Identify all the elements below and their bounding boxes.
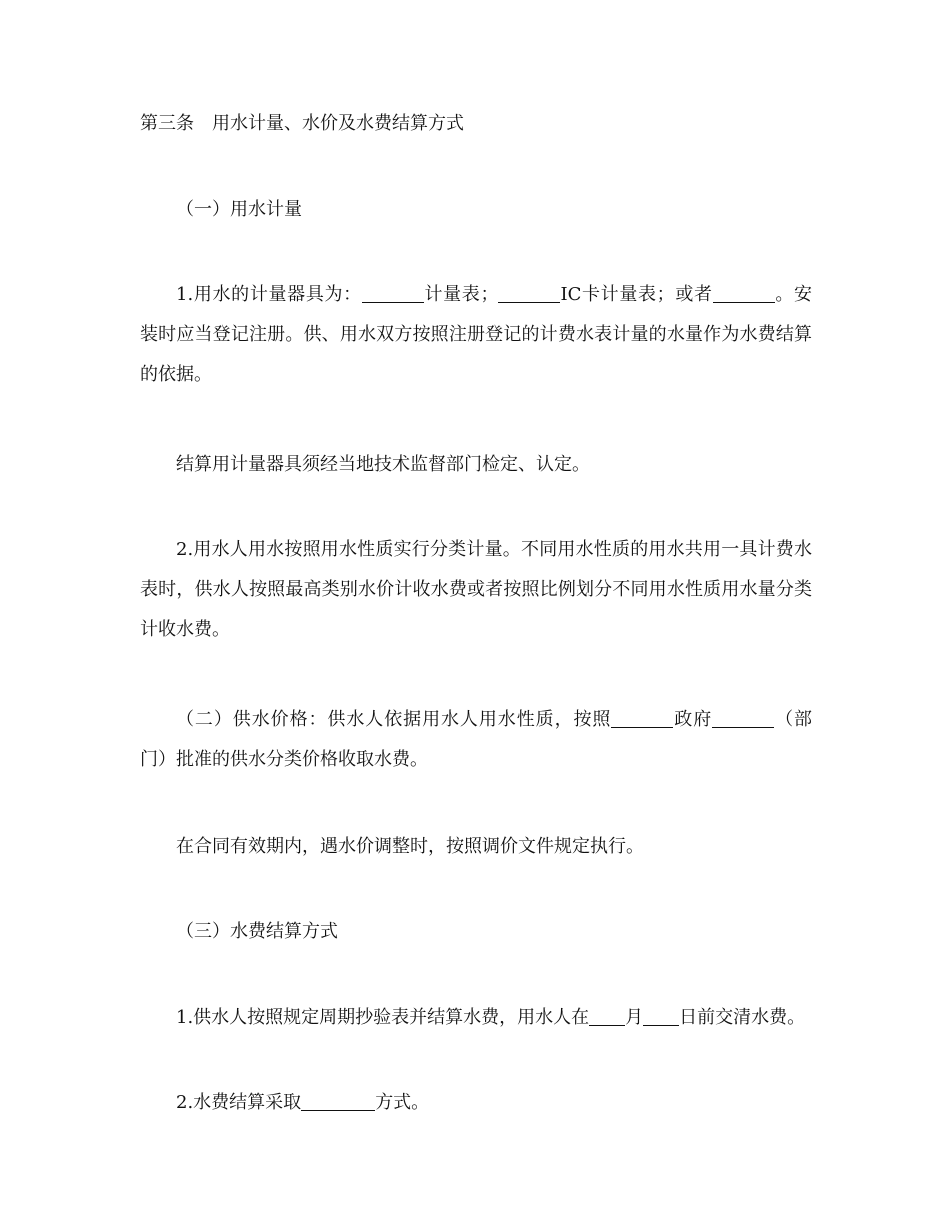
settlement-method-intro: 2.水费结算采取 <box>176 1092 302 1113</box>
month-label: 月 <box>625 1007 644 1028</box>
section-title-settlement-text: （三）水费结算方式 <box>176 921 338 942</box>
price-adjustment-text: 在合同有效期内，遇水价调整时，按照调价文件规定执行。 <box>176 836 644 857</box>
settlement-cycle-intro: 1.供水人按照规定周期抄验表并结算水费，用水人在 <box>176 1007 590 1028</box>
ic-card-label: IC卡计量表；或者 <box>560 284 713 305</box>
blank-field[interactable] <box>712 707 774 728</box>
paragraph-price-adjustment <box>140 827 848 867</box>
blank-field[interactable] <box>643 1005 679 1026</box>
meter-devices-intro: 1.用水的计量器具为： <box>176 284 362 305</box>
blank-field[interactable] <box>362 282 424 303</box>
blank-field[interactable] <box>713 282 775 303</box>
classified-metering-text: 2.用水人用水按照用水性质实行分类计量。不同用水性质的用水共用一具计费水表时，供水人按照最高类别水价计收水费或者按照比例划分不同用水性质用水量分类计收水费。 <box>140 539 812 640</box>
article-heading-text: 第三条 用水计量、水价及水费结算方式 <box>140 113 464 134</box>
blank-field[interactable] <box>301 1090 375 1111</box>
blank-field[interactable] <box>589 1005 625 1026</box>
meter-verification-text: 结算用计量器具须经当地技术监督部门检定、认定。 <box>176 454 590 475</box>
section-title-metering-text: （一）用水计量 <box>176 199 302 220</box>
section-title-metering <box>140 190 848 230</box>
government-label: 政府 <box>673 709 713 730</box>
article-heading <box>140 104 812 144</box>
paragraph-settlement-method <box>140 1083 848 1123</box>
water-price-intro: （二）供水价格：供水人依据用水人用水性质，按照 <box>176 709 612 730</box>
paragraph-water-price <box>140 700 812 780</box>
blank-field[interactable] <box>498 282 560 303</box>
settlement-cycle-rest: 日前交清水费。 <box>679 1007 806 1028</box>
blank-field[interactable] <box>611 707 673 728</box>
meter-type-label: 计量表； <box>423 284 499 305</box>
paragraph-settlement-cycle <box>140 998 848 1038</box>
settlement-method-rest: 方式。 <box>375 1092 430 1113</box>
paragraph-meter-devices <box>140 275 812 395</box>
meter-devices-rest: 。安装时应当登记注册。供、用水双方按照注册登记的计费水表计量的水量作为水费结算的依据。 <box>140 284 812 385</box>
paragraph-meter-verification <box>140 445 848 485</box>
water-price-rest: （部门）批准的供水分类价格收取水费。 <box>140 709 813 770</box>
section-title-settlement <box>140 912 848 952</box>
paragraph-classified-metering <box>140 530 812 650</box>
